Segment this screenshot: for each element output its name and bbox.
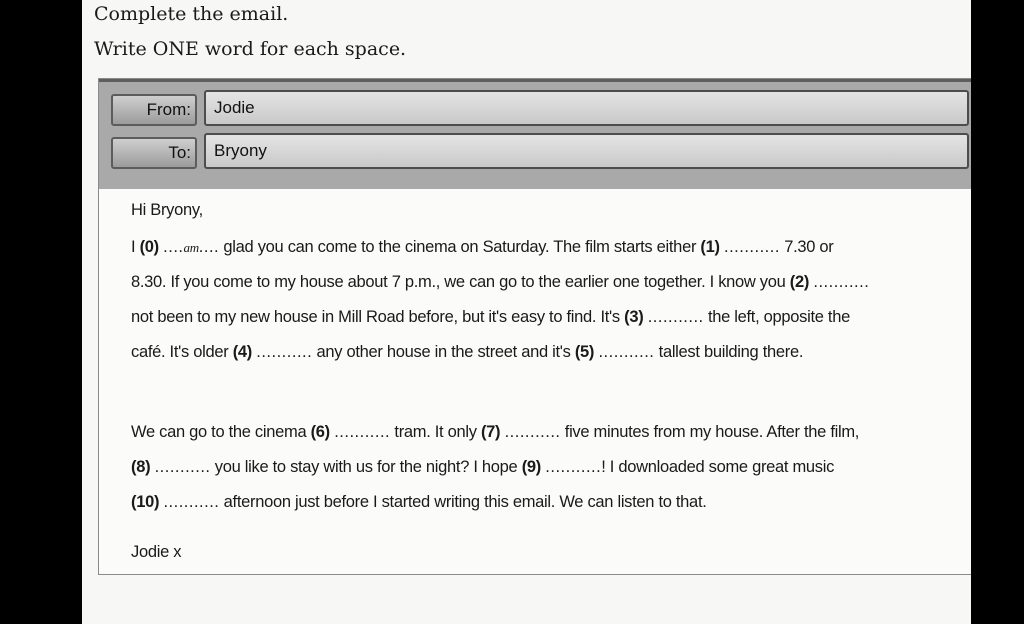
body-line-2 bbox=[131, 273, 869, 292]
blank[interactable]: ........... bbox=[504, 423, 561, 441]
blank[interactable]: ........... bbox=[334, 423, 391, 441]
text: tallest building there. bbox=[654, 343, 804, 361]
text: We can go to the cinema bbox=[131, 423, 311, 441]
text: I bbox=[131, 238, 140, 256]
text: the left, opposite the bbox=[703, 308, 850, 326]
text: not been to my new house in Mill Road before, but it's easy to find. It's bbox=[131, 308, 625, 326]
blank[interactable]: ........... bbox=[813, 273, 870, 291]
to-field: Bryony bbox=[204, 133, 969, 169]
gap-label: (0) bbox=[139, 238, 159, 256]
gap-label: (7) bbox=[480, 423, 501, 441]
example-answer: am bbox=[183, 240, 199, 255]
gap-label: (1) bbox=[700, 238, 720, 256]
body-line-7 bbox=[131, 493, 707, 512]
greeting: Hi Bryony, bbox=[131, 201, 203, 219]
body-line-5 bbox=[131, 423, 859, 442]
text: you like to stay with us for the night? I hope bbox=[210, 458, 522, 476]
exercise-title: Complete the email. bbox=[94, 3, 289, 25]
gap-label: (10) bbox=[131, 493, 160, 511]
gap-label: (8) bbox=[131, 458, 151, 476]
blank[interactable]: ........... bbox=[647, 308, 704, 326]
body-line-1 bbox=[131, 238, 834, 257]
blank[interactable]: ........... bbox=[154, 458, 211, 476]
blank[interactable]: ........... bbox=[545, 458, 602, 476]
text: 8.30. If you come to my house about 7 p.m., we can go to the earlier one together. I know you bbox=[131, 273, 790, 291]
blank[interactable]: ........... bbox=[598, 343, 655, 361]
gap-label: (3) bbox=[624, 308, 644, 326]
body-line-3 bbox=[131, 308, 850, 327]
blank[interactable]: ........... bbox=[256, 343, 313, 361]
blank[interactable]: ........... bbox=[163, 493, 220, 511]
exercise-instructions: Write ONE word for each space. bbox=[94, 38, 407, 60]
to-label: To: bbox=[111, 137, 197, 169]
email-header bbox=[99, 79, 971, 189]
example-blank: ....am.... bbox=[163, 238, 220, 256]
text: afternoon just before I started writing this email. We can listen to that. bbox=[219, 493, 707, 511]
text: five minutes from my house. After the film, bbox=[560, 423, 860, 441]
gap-label: (2) bbox=[789, 273, 810, 291]
body-line-4 bbox=[131, 343, 803, 362]
gap-label: (9) bbox=[521, 458, 541, 476]
gap-label: (6) bbox=[310, 423, 330, 441]
text: glad you can come to the cinema on Saturday. The film starts either bbox=[219, 238, 701, 256]
signoff: Jodie x bbox=[131, 543, 182, 561]
text: ! I downloaded some great music bbox=[601, 458, 835, 476]
email-panel bbox=[98, 78, 971, 575]
text: café. It's older bbox=[131, 343, 233, 361]
gap-label: (5) bbox=[574, 343, 595, 361]
blank[interactable]: ........... bbox=[724, 238, 780, 256]
text: 7.30 or bbox=[779, 238, 834, 256]
text: any other house in the street and it's bbox=[312, 343, 575, 361]
text: tram. It only bbox=[390, 423, 481, 441]
from-label: From: bbox=[111, 94, 197, 126]
worksheet-page bbox=[82, 0, 971, 624]
gap-label: (4) bbox=[232, 343, 252, 361]
body-line-6 bbox=[131, 458, 834, 477]
from-field: Jodie bbox=[204, 90, 969, 126]
